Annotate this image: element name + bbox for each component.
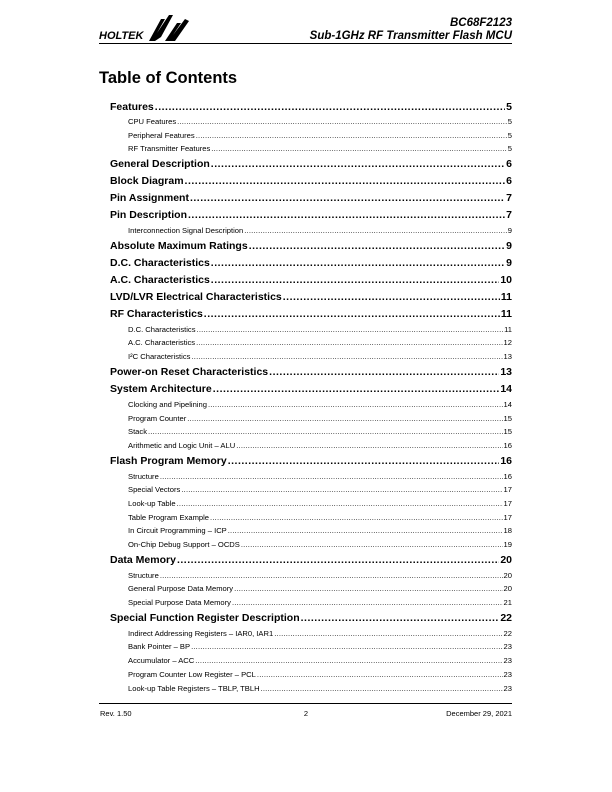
toc-entry-title: Pin Description [110,209,188,222]
toc-entry-title: Accumulator – ACC [128,656,195,666]
dot-leader [190,190,505,207]
dot-leader [228,524,503,538]
dot-leader [196,336,502,350]
toc-entry-title: Special Function Register Description [110,611,300,624]
toc-section-entry[interactable] [110,610,512,627]
toc-entry-page: 23 [503,656,512,666]
toc-entry-page: 23 [503,642,512,652]
toc-subsection-entry[interactable] [110,323,512,337]
dot-leader [181,483,502,497]
toc-entry-title: Peripheral Features [128,130,195,140]
toc-subsection-entry[interactable] [110,470,512,484]
toc-entry-title: Data Memory [110,553,176,566]
toc-entry-page: 5 [507,130,512,140]
toc-entry-page: 10 [500,273,512,286]
toc-subsection-entry[interactable] [110,569,512,583]
toc-entry-page: 19 [503,540,512,549]
toc-entry-title: System Architecture [110,382,212,395]
footer-divider [99,703,512,704]
toc-entry-page: 20 [500,553,512,566]
page-number: 2 [303,709,309,718]
toc-entry-page: 22 [500,611,512,624]
toc-subsection-entry[interactable] [110,224,512,238]
toc-section-entry[interactable] [110,552,512,569]
toc-entry-page: 6 [506,158,512,171]
toc-section-entry[interactable] [110,255,512,272]
dot-leader [191,640,502,654]
toc-entry-page: 5 [506,101,512,113]
toc-entry-page: 13 [503,352,512,362]
document-title [310,17,512,43]
toc-entry-title: Bank Pointer – BP [128,642,191,652]
dot-leader [197,323,504,337]
toc-entry-page: 7 [506,192,512,205]
toc-entry-title: Program Counter [128,413,187,423]
toc-entry-page: 23 [503,683,512,693]
toc-entry-page: 9 [507,226,512,236]
dot-leader [211,255,505,272]
dot-leader [211,142,506,156]
toc-subsection-entry[interactable] [110,129,512,143]
toc-entry-page: 11 [500,307,512,320]
toc-entry-title: Pin Assignment [110,192,189,205]
toc-subsection-entry[interactable] [110,350,512,364]
toc-entry-title: General Purpose Data Memory [128,584,234,594]
toc-entry-title: Flash Program Memory [110,454,227,467]
toc-entry-title: Table Program Example [128,512,210,522]
toc-section-entry[interactable] [110,238,512,255]
toc-subsection-entry[interactable] [110,524,512,538]
holtek-logo [99,13,191,43]
dot-leader [177,497,503,511]
toc-entry-page: 22 [503,628,512,638]
toc-entry-page: 17 [503,485,512,495]
toc-subsection-entry[interactable] [110,640,512,654]
toc-subsection-entry[interactable] [110,439,512,453]
toc-entry-page: 16 [503,471,512,481]
table-of-contents [110,100,512,695]
toc-entry-page: 6 [506,175,512,188]
toc-section-entry[interactable] [110,100,512,115]
toc-entry-title: Interconnection Signal Description [128,226,244,236]
toc-entry-page: 21 [503,598,512,608]
dot-leader [232,596,503,610]
toc-section-entry[interactable] [110,453,512,470]
toc-entry-title: Stack [128,427,147,437]
toc-entry-page: 5 [507,117,512,126]
toc-entry-page: 14 [503,399,512,409]
dot-leader [283,289,500,306]
toc-entry-page: 9 [506,256,512,269]
toc-section-entry[interactable] [110,156,512,173]
dot-leader [196,129,507,143]
dot-leader [191,350,502,364]
dot-leader [188,207,505,224]
header-divider [99,43,512,44]
dot-leader [257,668,503,682]
revision-label: Rev. 1.50 [100,709,132,718]
toc-entry-title: In Circuit Programming – ICP [128,526,227,536]
toc-entry-page: 7 [506,209,512,222]
dot-leader [301,610,500,627]
toc-subsection-entry[interactable] [110,142,512,156]
toc-entry-title: On-Chip Debug Support – OCDS [128,540,240,549]
toc-section-entry[interactable] [110,381,512,398]
dot-leader [148,425,503,439]
toc-entry-title: LVD/LVR Electrical Characteristics [110,290,282,303]
toc-entry-title: Block Diagram [110,175,184,188]
toc-entry-title: Structure [128,471,159,481]
dot-leader [195,654,502,668]
toc-entry-title: Features [110,101,154,113]
toc-entry-title: A.C. Characteristics [110,273,210,286]
toc-subsection-entry[interactable] [110,115,512,129]
toc-entry-page: 17 [503,512,512,522]
toc-subsection-entry[interactable] [110,497,512,511]
toc-subsection-entry[interactable] [110,336,512,350]
toc-entry-title: Power-on Reset Characteristics [110,365,269,378]
dot-leader [261,682,503,696]
toc-entry-title: CPU Features [128,117,177,126]
toc-entry-page: 18 [503,526,512,536]
toc-subsection-entry[interactable] [110,538,512,552]
toc-entry-page: 11 [500,290,512,303]
toc-subsection-entry[interactable] [110,682,512,696]
toc-entry-title: D.C. Characteristics [128,324,196,334]
toc-subsection-entry[interactable] [110,582,512,596]
toc-section-entry[interactable] [110,173,512,190]
toc-entry-page: 20 [503,584,512,594]
toc-entry-title: Clocking and Pipelining [128,399,207,409]
toc-entry-title: Arithmetic and Logic Unit – ALU [128,440,236,450]
dot-leader [211,272,500,289]
toc-subsection-entry[interactable] [110,412,512,426]
toc-entry-page: 15 [503,413,512,423]
toc-section-entry[interactable] [110,289,512,306]
dot-leader [155,100,505,115]
toc-subsection-entry[interactable] [110,398,512,412]
toc-entry-page: 16 [503,440,512,450]
toc-entry-title: RF Characteristics [110,307,203,320]
toc-subsection-entry[interactable] [110,596,512,610]
toc-entry-page: 15 [503,427,512,437]
dot-leader [185,173,506,190]
dot-leader [274,627,502,641]
dot-leader [244,224,507,238]
toc-subsection-entry[interactable] [110,425,512,439]
toc-entry-page: 13 [500,365,512,378]
toc-entry-title: Indirect Addressing Registers – IAR0, IAR1 [128,628,274,638]
dot-leader [177,552,499,569]
toc-section-entry[interactable] [110,190,512,207]
toc-entry-page: 12 [503,338,512,348]
dot-leader [228,453,500,470]
dot-leader [210,511,503,525]
toc-entry-title: Special Vectors [128,485,181,495]
dot-leader [204,306,500,323]
toc-entry-page: 11 [504,324,512,334]
logo-text: HOLTEK [99,30,144,42]
toc-entry-page: 16 [500,454,512,467]
toc-subsection-entry[interactable] [110,654,512,668]
toc-subsection-entry[interactable] [110,627,512,641]
toc-entry-page: 20 [503,570,512,580]
toc-entry-page: 14 [500,382,512,395]
toc-entry-title: RF Transmitter Features [128,144,211,154]
toc-entry-page: 5 [507,144,512,154]
dot-leader [160,569,503,583]
toc-entry-title: Structure [128,570,159,580]
toc-subsection-entry[interactable] [110,668,512,682]
toc-entry-title: I²C Characteristics [128,352,191,362]
toc-entry-title: Look-up Table Registers – TBLP, TBLH [128,683,260,693]
dot-leader [269,364,499,381]
dot-leader [241,538,503,552]
dot-leader [187,412,502,426]
toc-section-entry[interactable] [110,306,512,323]
dot-leader [234,582,502,596]
page-title: Table of Contents [99,69,238,87]
toc-entry-title: General Description [110,158,210,171]
dot-leader [160,470,503,484]
dot-leader [177,115,507,129]
dot-leader [211,156,505,173]
dot-leader [213,381,500,398]
toc-section-entry[interactable] [110,272,512,289]
toc-subsection-entry[interactable] [110,511,512,525]
product-description: Sub-1GHz RF Transmitter Flash MCU [309,30,512,42]
dot-leader [249,238,505,255]
toc-section-entry[interactable] [110,207,512,224]
toc-entry-title: Look-up Table [128,498,176,508]
revision-date: December 29, 2021 [446,709,512,718]
toc-subsection-entry[interactable] [110,483,512,497]
product-name: BC68F2123 [449,17,512,29]
toc-entry-title: A.C. Characteristics [128,338,196,348]
toc-section-entry[interactable] [110,364,512,381]
toc-entry-title: Absolute Maximum Ratings [110,239,248,252]
toc-entry-title: D.C. Characteristics [110,256,210,269]
toc-entry-title: Special Purpose Data Memory [128,598,231,608]
toc-entry-page: 9 [506,239,512,252]
toc-entry-title: Program Counter Low Register – PCL [128,669,256,679]
toc-entry-page: 17 [503,498,512,508]
dot-leader [208,398,503,412]
toc-entry-page: 23 [503,669,512,679]
dot-leader [236,439,502,453]
